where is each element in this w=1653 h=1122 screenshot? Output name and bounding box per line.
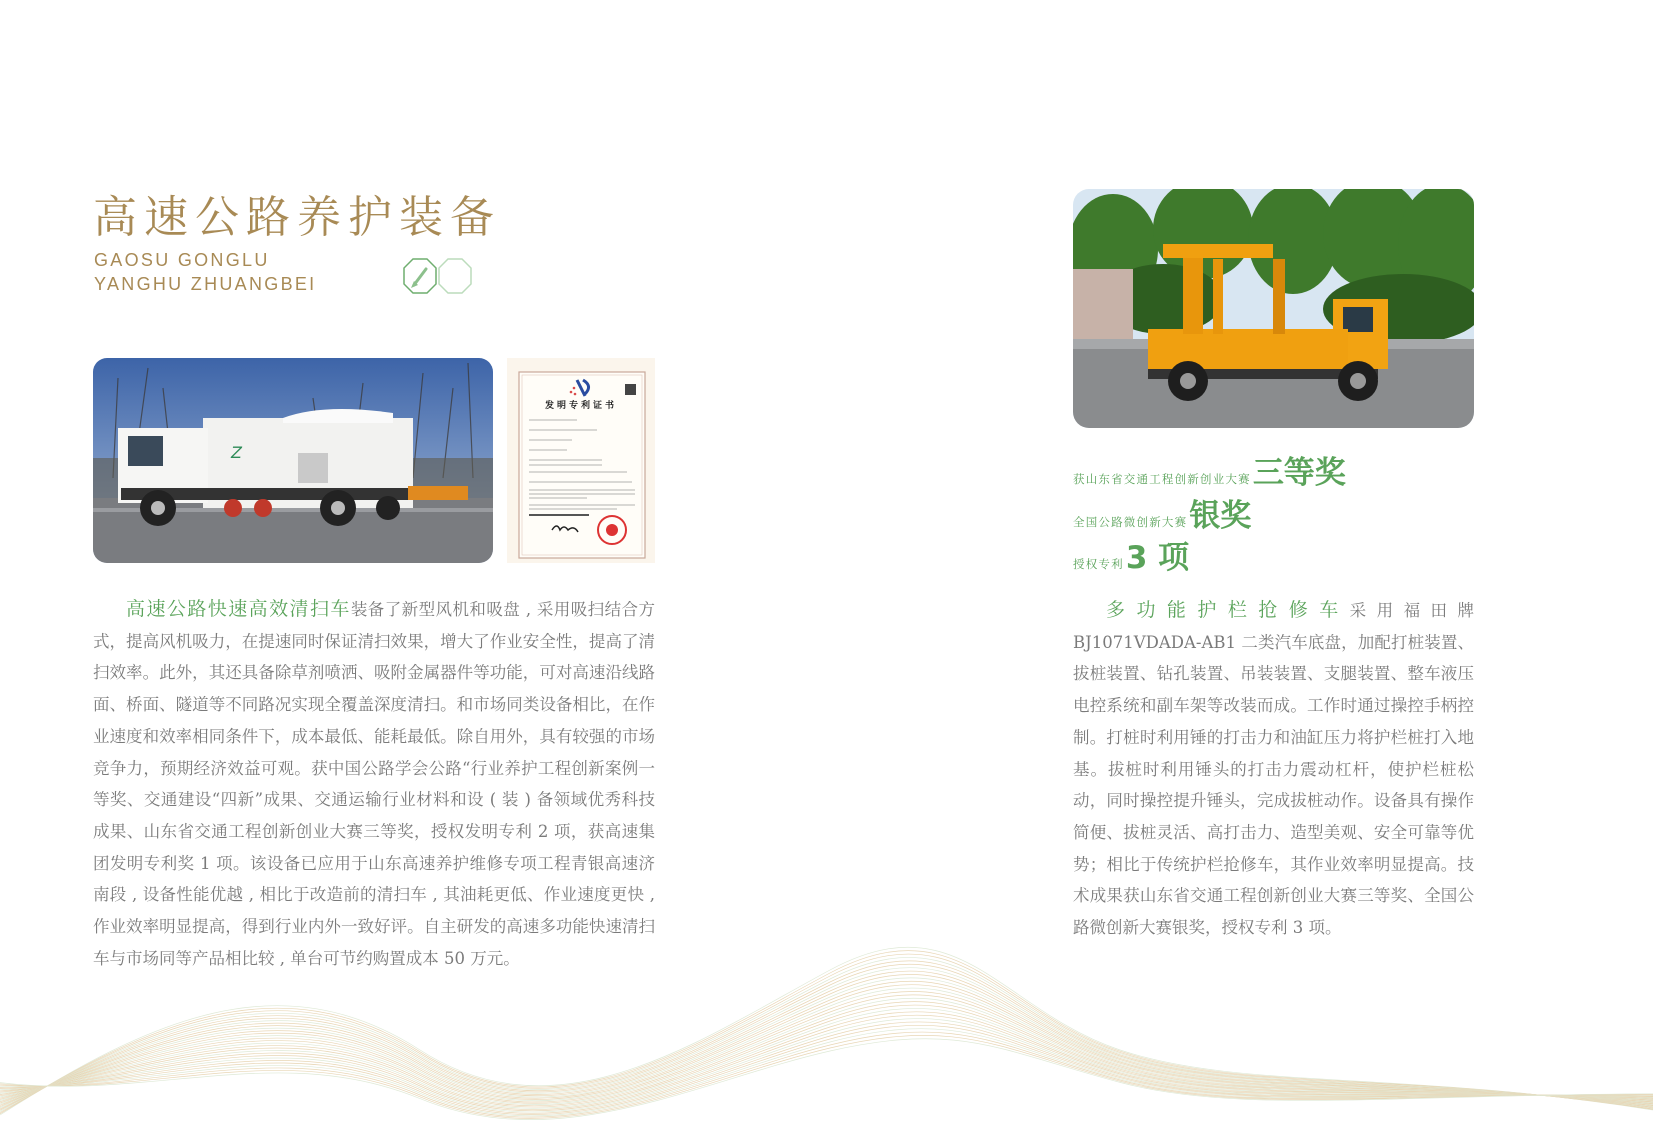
sweeper-name-highlight: 高速公路快速高效清扫车: [126, 598, 351, 620]
wave-line: [0, 1035, 1653, 1118]
wave-line: [0, 1022, 1653, 1113]
award-label: 授权专利: [1073, 557, 1124, 571]
award-row: [1073, 532, 1189, 577]
wave-line: [0, 1032, 1653, 1117]
award-value: 三等奖: [1252, 455, 1346, 491]
wrench-octagon-icon: [402, 257, 474, 295]
award-value: 银奖: [1189, 498, 1252, 534]
wave-line: [0, 1039, 1653, 1120]
sweeper-truck-photo: [93, 358, 493, 563]
octagon-outline-icon: [439, 259, 471, 293]
pinyin-subtitle-line1: GAOSU GONGLU: [94, 250, 270, 270]
invention-patent-certificate: [507, 358, 655, 563]
pinyin-subtitle-line2: YANGHU ZHUANGBEI: [94, 274, 317, 294]
sweeper-body-text: 装备了新型风机和吸盘 , 采用吸扫结合方式，提高风机吸力，在提速同时保证清扫效果，增大了作业安全性，提高了清扫效率。此外，其还具备除草剂喷洒、吸附金属器件等功能，可对高速沿线路面、桥面、隧道等不同路况实现全覆盖深度清扫。和市场同类设备相比，在作业速度和效率相同条件下，成本最低、能耗最低。除自用外，具有较强的市场竞争力，预期经济效益可观。获中国公路学会公路“行业养护工程创新案例一等奖、交通建设“四新”成果、交通运输行业材料和设 ( 装 ) 备领域优秀科技成果、山东省交通工程创新创业大赛三等奖，授权发明专利 2 项，获高速集团发明专利奖 1 项。该设备已应用于山东高速养护维修专项工程青银高速济南段 , 设备性能优越 , 相比于改造前的清扫车 , 其油耗更低、作业速度更快 , 作业效率明显提高，得到行业内外一致好评。自主研发的高速多功能快速清扫车与市场同等产品相比较 , 单台可节约购置成本 50 万元。: [93, 600, 655, 968]
award-value: 3 项: [1125, 540, 1190, 576]
guardrail-repair-truck-photo: [1073, 189, 1474, 428]
award-label: 获山东省交通工程创新创业大赛: [1073, 472, 1251, 486]
award-row: [1073, 447, 1346, 492]
certificate-title: 发明专利证书: [544, 401, 617, 411]
decorative-mountain-waves: [0, 900, 1653, 1122]
award-row: [1073, 490, 1251, 535]
page-title: 高速公路养护装备: [93, 192, 501, 243]
wave-line: [0, 1025, 1653, 1114]
guardrail-truck-name-highlight: 多功能护栏抢修车: [1106, 599, 1350, 621]
svg-text:Z: Z: [231, 443, 242, 462]
guardrail-truck-description: [1073, 595, 1474, 944]
award-label: 全国公路微创新大赛: [1073, 515, 1188, 529]
guardrail-truck-body-text: 采用福田牌 BJ1071VDADA-AB1 二类汽车底盘，加配打桩装置、拔桩装置、钻孔装置、吊装装置、支腿装置、整车液压电控系统和副车架等改装而成。工作时通过操控手柄控制。打桩时利用锤的打击力和油缸压力将护栏桩打入地基。拔桩时利用锤头的打击力震动杠杆，使护栏桩松动，同时操控提升锤头，完成拔桩动作。设备具有操作简便、拔桩灵活、高打击力、造型美观、安全可靠等优势；相比于传统护栏抢修车，其作业效率明显提高。技术成果获山东省交通工程创新创业大赛三等奖、全国公路微创新大赛银奖，授权专利 3 项。: [1073, 601, 1474, 938]
